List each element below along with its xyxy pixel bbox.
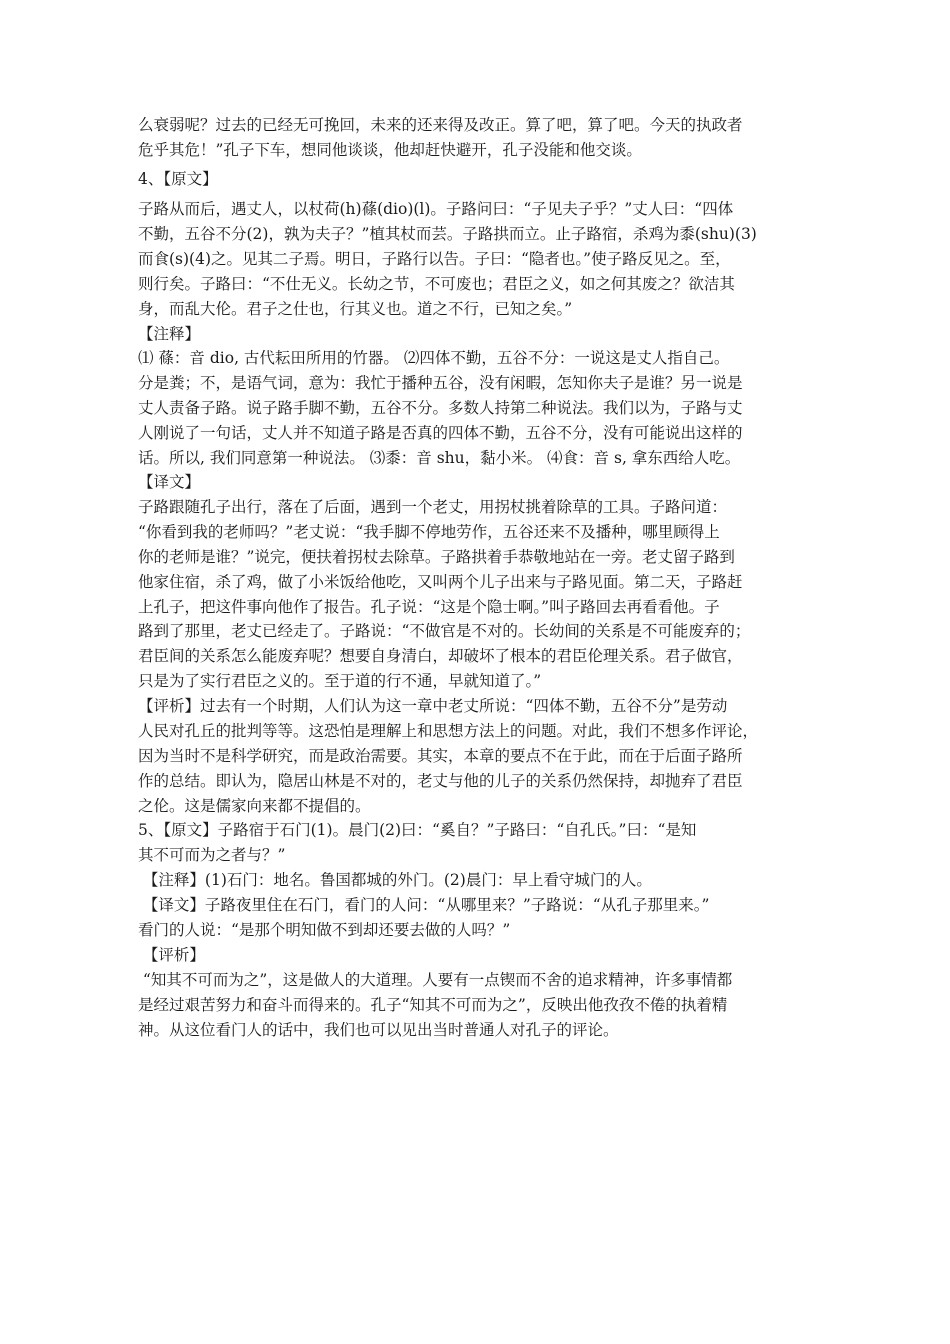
section-5-heading: 5、【原文】子路宿于石门(1)。晨门(2)曰：“奚自？”子路曰：“自孔氏。”曰：“是知 [138,821,697,839]
text-line: “知其不可而为之”，这是做人的大道理。人要有一点锲而不舍的追求精神，许多事情都 [138,971,733,989]
text-line: 其不可而为之者与？” [138,846,286,864]
text-line: 他家住宿，杀了鸡，做了小米饭给他吃，又叫两个儿子出来与子路见面。第二天，子路赶 [138,573,743,591]
text-line: 只是为了实行君臣之义的。至于道的行不通，早就知道了。” [138,672,542,690]
text-line: 而食(s)(4)之。见其二子焉。明日，子路行以告。子曰：“隐者也。”使子路反见之。至， [138,250,731,268]
text-line: 分是粪；不，是语气词，意为：我忙于播种五谷，没有闲暇，怎知你夫子是谁？另一说是 [138,374,743,392]
text-line: 君臣间的关系怎么能废弃呢？想要自身清白，却破坏了根本的君臣伦理关系。君子做官， [138,647,743,665]
text-line: 子路从而后，遇丈人，以杖荷(h)蓧(dio)(l)。子路问曰：“子见夫子乎？”丈人曰：“四体 [138,200,734,218]
text-line: 【评析】过去有一个时期，人们认为这一章中老丈所说：“四体不勤，五谷不分”是劳动 [138,697,728,715]
text-line: 你的老师是谁？”说完，便扶着拐杖去除草。子路拱着手恭敬地站在一旁。老丈留子路到 [138,548,735,566]
text-line: 【注释】(1)石门：地名。鲁国都城的外门。(2)晨门：早上看守城门的人。 [138,871,652,889]
text-line: 身，而乱大伦。君子之仕也，行其义也。道之不行，已知之矣。” [138,300,573,318]
text-line: 话。所以, 我们同意第一种说法。 ⑶黍：音 shu，黏小米。 ⑷食：音 s, 拿东西给人吃。 [138,449,741,467]
text-line: 丈人责备子路。说子路手脚不勤，五谷不分。多数人持第二种说法。我们以为，子路与丈 [138,399,743,417]
text-line: 神。从这位看门人的话中，我们也可以见出当时普通人对孔子的评论。 [138,1021,619,1039]
text-line: 上孔子，把这件事向他作了报告。孔子说：“这是个隐士啊。”叫子路回去再看看他。子 [138,598,720,616]
text-line: 因为当时不是科学研究，而是政治需要。其实，本章的要点不在于此，而在于后面子路所 [138,747,743,765]
text-line: ⑴ 蓧：音 dio, 古代耘田所用的竹器。 ⑵四体不勤，五谷不分：一说这是丈人指自己。 [138,349,730,367]
text-line: “你看到我的老师吗？”老丈说：“我手脚不停地劳作，五谷还来不及播种，哪里顾得上 [138,523,720,541]
text-line: 么衰弱呢？过去的已经无可挽回，未来的还来得及改正。算了吧，算了吧。今天的执政者 [138,116,743,134]
notes-heading: 【注释】 [138,325,201,343]
text-line: 是经过艰苦努力和奋斗而得来的。孔子“知其不可而为之”，反映出他孜孜不倦的执着精 [138,996,728,1014]
translation-heading: 【译文】 [138,473,201,491]
text-line: 看门的人说：“是那个明知做不到却还要去做的人吗？” [138,921,511,939]
text-line: 人民对孔丘的批判等等。这恐怕是理解上和思想方法上的问题。对此，我们不想多作评论， [138,722,759,740]
text-line: 不勤，五谷不分(2)，孰为夫子？”植其杖而芸。子路拱而立。止子路宿，杀鸡为黍(shu)(3) [138,225,757,243]
text-line: 之伦。这是儒家向来都不提倡的。 [138,797,371,815]
section-4-heading: 4、【原文】 [138,170,218,188]
text-line: 【译文】子路夜里住在石门，看门的人问：“从哪里来？”子路说：“从孔子那里来。” [138,896,710,914]
text-line: 作的总结。即认为，隐居山林是不对的，老丈与他的儿子的关系仍然保持，却抛弃了君臣 [138,772,743,790]
text-line: 则行矣。子路曰：“不仕无义。长幼之节，不可废也；君臣之义，如之何其废之？欲洁其 [138,275,735,293]
text-line: 子路跟随孔子出行，落在了后面，遇到一个老丈，用拐杖挑着除草的工具。子路问道： [138,498,728,516]
text-line: 路到了那里，老丈已经走了。子路说：“不做官是不对的。长幼间的关系是不可能废弃的； [138,622,751,640]
text-line: 危乎其危！”孔子下车，想同他谈谈，他却赶快避开，孔子没能和他交谈。 [138,141,642,159]
analysis-heading: 【评析】 [138,946,205,964]
text-line: 人刚说了一句话，丈人并不知道子路是否真的四体不勤，五谷不分，没有可能说出这样的 [138,424,743,442]
